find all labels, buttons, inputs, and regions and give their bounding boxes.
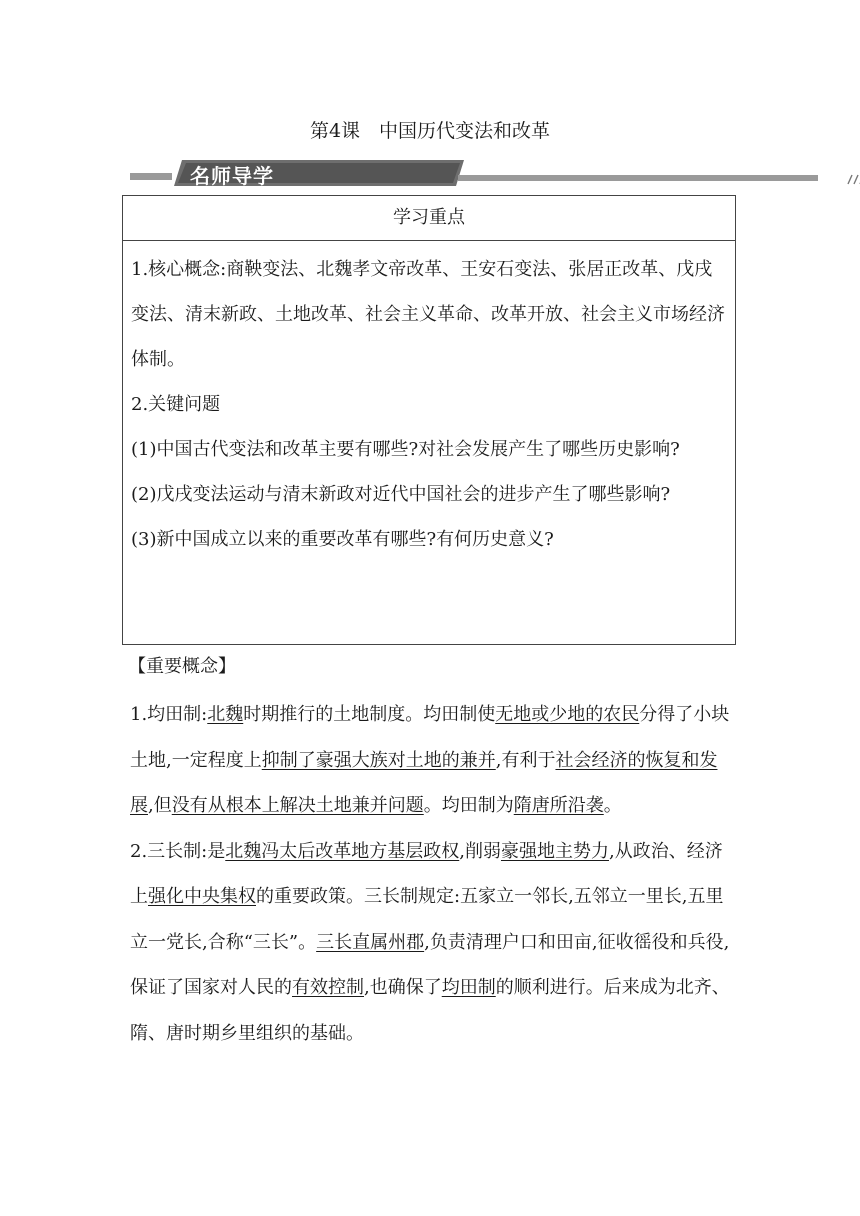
concept-segment: 的顺利进行。后来成为北齐、隋、唐时期乡里组织的基础。 bbox=[130, 977, 730, 1044]
concept-segment: ,但 bbox=[148, 795, 172, 816]
banner-bar-right bbox=[458, 175, 818, 181]
concept-paragraph-2 bbox=[130, 829, 740, 1057]
concept-segment: ,也确保了 bbox=[364, 977, 442, 998]
key-point-item: 1.核心概念:商鞅变法、北魏孝文帝改革、王安石变法、张居正改革、戊戌变法、清末新政、土地改革、社会主义革命、改革开放、社会主义市场经济体制。 bbox=[131, 259, 725, 370]
concept-segment: ,从政治、经济上 bbox=[130, 840, 723, 907]
concept-key-term: 三长直属州郡 bbox=[316, 931, 425, 953]
key-point-item: (3)新中国成立以来的重要改革有哪些?有何历史意义? bbox=[131, 529, 554, 550]
concept-key-term: 无地或少地的农民 bbox=[495, 704, 640, 725]
concept-key-term: 北魏 bbox=[207, 704, 244, 725]
key-points-box bbox=[122, 195, 736, 645]
concept-key-term: 没有从根本上解决土地兼并问题 bbox=[171, 795, 424, 816]
banner-bar-left bbox=[130, 173, 172, 180]
key-points-body bbox=[123, 241, 735, 562]
concept-key-term: 抑制了豪强大族对土地的兼并 bbox=[261, 749, 496, 771]
banner-label: 名师导学 bbox=[190, 164, 274, 188]
concept-segment: 2.三长制:是 bbox=[130, 840, 226, 862]
concept-segment: 。 bbox=[603, 795, 622, 816]
concept-segment: ,负责清理户口和田亩,征收徭役和兵役,保证了国家对人民的 bbox=[130, 931, 730, 998]
concept-key-term: 北魏冯太后改革地方基层政权 bbox=[225, 840, 460, 862]
concept-key-term: 均田制 bbox=[441, 977, 496, 998]
lesson-title: 第4课 中国历代变法和改革 bbox=[309, 120, 551, 142]
concepts-header: 【重要概念】 bbox=[128, 656, 236, 677]
concept-segment: ,有利于 bbox=[495, 749, 556, 771]
concept-paragraph-1 bbox=[130, 692, 740, 829]
section-banner bbox=[130, 158, 842, 188]
concept-segment: 分得了小块土地,一定程度上 bbox=[130, 704, 730, 771]
concept-segment: ,削弱 bbox=[459, 840, 501, 862]
banner-hatch-decoration bbox=[846, 158, 860, 188]
concept-key-term: 隋唐所沿袭 bbox=[513, 795, 604, 816]
concept-segment: 。均田制为 bbox=[423, 795, 514, 816]
key-point-item: (2)戊戌变法运动与清末新政对近代中国社会的进步产生了哪些影响? bbox=[131, 484, 671, 505]
concept-key-term: 强化中央集权 bbox=[148, 886, 256, 907]
key-point-item: (1)中国古代变法和改革主要有哪些?对社会发展产生了哪些历史影响? bbox=[131, 439, 680, 460]
concepts-list bbox=[130, 692, 740, 1056]
key-point-item: 2.关键问题 bbox=[131, 394, 221, 415]
concept-segment: 1.均田制: bbox=[130, 704, 208, 725]
concept-key-term: 豪强地主势力 bbox=[500, 840, 609, 862]
concept-segment: 时期推行的土地制度。均田制使 bbox=[243, 704, 496, 725]
key-points-header: 学习重点 bbox=[123, 196, 735, 241]
concept-key-term: 社会经济的恢复和发展 bbox=[130, 749, 718, 816]
concept-segment: 的重要政策。三长制规定:五家立一邻长,五邻立一里长,五里立一党长,合称“三长”。 bbox=[130, 886, 724, 953]
concept-key-term: 有效控制 bbox=[292, 977, 364, 998]
